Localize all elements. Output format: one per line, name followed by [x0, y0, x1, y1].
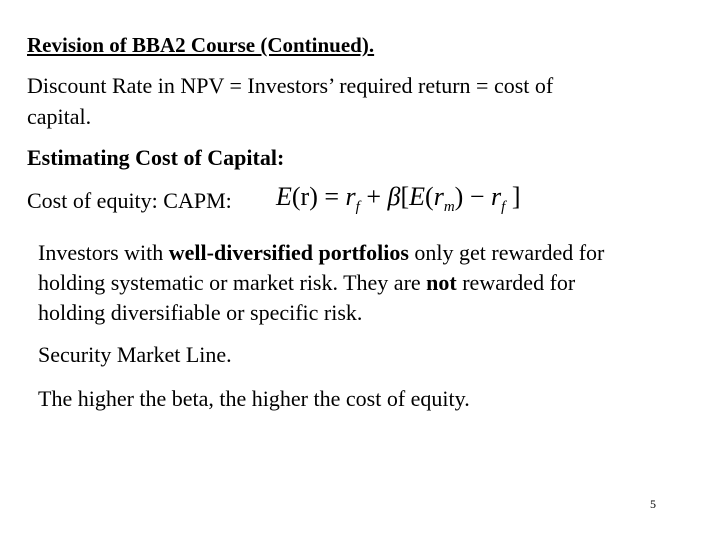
paragraph-line-2 — [38, 270, 575, 296]
paragraph-line-1-post: only get rewarded for — [408, 240, 605, 265]
paragraph-line-3: holding diversifiable or specific risk. — [38, 300, 363, 325]
formula-plus: + — [359, 182, 388, 211]
formula-paren-open: ( — [425, 182, 434, 211]
paragraph-line-1-pre: Investors with — [38, 240, 169, 265]
cost-of-equity-label: Cost of equity: CAPM: — [27, 188, 232, 213]
formula-minus: − — [463, 182, 492, 211]
beta-statement: The higher the beta, the higher the cost of equity. — [38, 386, 470, 411]
paragraph-line-2-pre: holding systematic or market risk. They are — [38, 270, 427, 295]
formula-rf: r — [345, 182, 356, 211]
formula-rf2-sub: f — [501, 199, 506, 215]
paragraph-line-2-bold: not — [426, 270, 457, 295]
formula-paren-close: ) — [454, 182, 464, 211]
formula-equals: = — [317, 182, 346, 211]
capm-formula — [276, 180, 520, 214]
formula-rf2: r — [491, 182, 502, 211]
paragraph-line-1 — [38, 240, 604, 266]
discount-rate-line-1: Discount Rate in NPV = Investors’ required return = cost of — [27, 73, 554, 98]
formula-E: E — [276, 182, 292, 211]
section-heading: Estimating Cost of Capital: — [27, 145, 285, 170]
formula-rm-sub: m — [443, 199, 455, 215]
formula-bracket-close: ] — [505, 182, 521, 211]
formula-E2: E — [409, 182, 426, 211]
formula-rm: r — [433, 182, 444, 211]
paragraph-line-2-post: rewarded for — [456, 270, 576, 295]
formula-bracket-open: [ — [400, 182, 410, 211]
page-number: 5 — [650, 497, 656, 511]
formula-beta: β — [387, 182, 401, 211]
security-market-line: Security Market Line. — [38, 342, 232, 367]
discount-rate-line-2: capital. — [27, 104, 92, 129]
formula-rf-sub: f — [355, 199, 360, 215]
slide-title: Revision of BBA2 Course (Continued). — [27, 33, 375, 57]
paragraph-line-1-bold: well-diversified portfolios — [168, 240, 409, 265]
formula-r-paren: (r) — [291, 182, 318, 211]
